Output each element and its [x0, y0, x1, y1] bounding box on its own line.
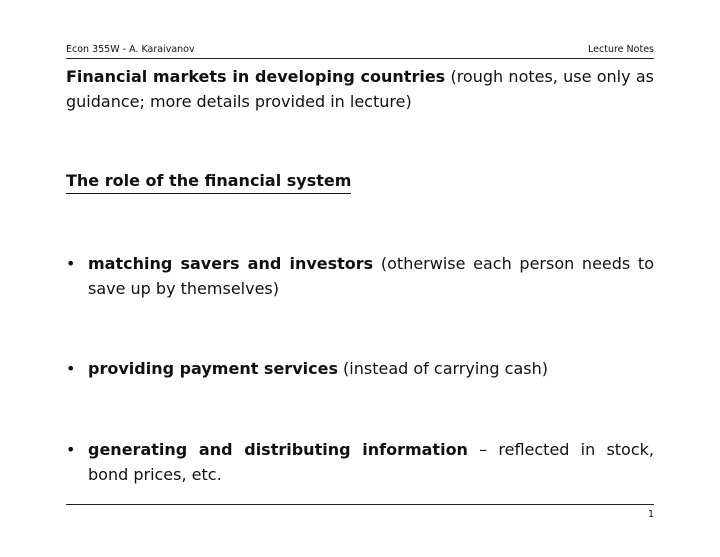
- bullet-text: [88, 251, 654, 301]
- bullet-bold: providing payment services: [88, 359, 338, 378]
- footer-rule: [66, 504, 654, 505]
- bullet-bold: generating and distributing information: [88, 440, 468, 459]
- section-heading: The role of the financial system: [66, 171, 351, 194]
- bullet-bold: matching savers and investors: [88, 254, 374, 273]
- bullet-icon: •: [66, 359, 76, 378]
- bullet-item-matching: [66, 251, 654, 301]
- running-header: [66, 44, 654, 56]
- bullet-text: [88, 356, 654, 381]
- bullet-text: [88, 437, 654, 487]
- bullet-detail: (otherwise each person needs to save up by themselves): [88, 254, 654, 298]
- page-title-note: (rough notes, use only as guidance; more details provided in lecture): [66, 67, 654, 111]
- bullet-detail: – reflected in stock, bond prices, etc.: [88, 440, 654, 484]
- bullet-icon: •: [66, 440, 76, 459]
- header-author: Econ 355W - A. Karaivanov: [66, 44, 195, 55]
- bullet-icon: •: [66, 254, 76, 273]
- bullet-item-payment: [66, 356, 654, 381]
- header-doc-type: Lecture Notes: [588, 44, 654, 55]
- bullet-detail: (instead of carrying cash): [337, 359, 548, 378]
- header-rule: [66, 58, 654, 59]
- page-title-bold: Financial markets in developing countries: [66, 67, 446, 86]
- page-number: 1: [647, 509, 654, 520]
- bullet-item-information: [66, 437, 654, 487]
- document-page: [66, 0, 654, 557]
- page-title: [66, 64, 654, 114]
